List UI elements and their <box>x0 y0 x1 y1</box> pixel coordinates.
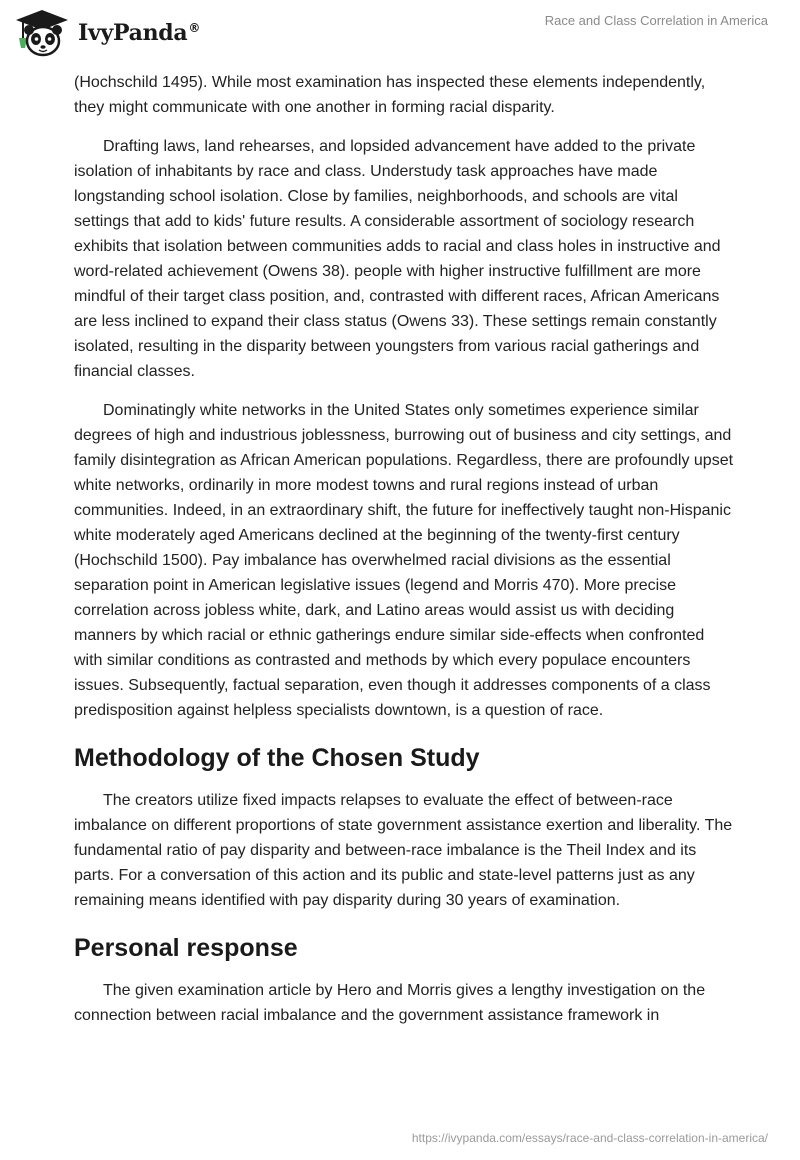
brand-name: IvyPanda® <box>78 20 201 46</box>
paragraph: The creators utilize fixed impacts relapses to evaluate the effect of between-race imbalance on different proportions of state government assistance exertion and liberality. The fundamental ratio of pay disparity and between-race imbalance is the Theil Index and its parts. For a conversation of this action and its public and state-level patterns just as any remaining means identified with pay disparity during 30 years of examination. <box>74 792 733 909</box>
page-header <box>0 0 800 62</box>
panda-graduate-icon <box>14 8 70 58</box>
paragraph: Drafting laws, land rehearses, and lopsided advancement have added to the private isolation of inhabitants by race and class. Understudy task approaches have made longstanding school isolation. Close by families, neighborhoods, and schools are vital settings that add to kids' future results. A considerable assortment of sociology research exhibits that isolation between communities adds to racial and class holes in instructive and word-related achievement (Owens 38). people with higher instructive fulfillment are more mindful of their target class position, and, contrasted with different races, African Americans are less inclined to expand their class status (Owens 33). These settings remain constantly isolated, resulting in the disparity between youngsters from various racial gatherings and financial classes. <box>74 138 721 380</box>
section-heading-personal-response: Personal response <box>74 934 298 962</box>
section-heading-methodology: Methodology of the Chosen Study <box>74 744 480 772</box>
source-url[interactable]: https://ivypanda.com/essays/race-and-class-correlation-in-america/ <box>411 1131 768 1145</box>
article-body <box>74 70 734 1042</box>
paragraph: (Hochschild 1495). While most examination has inspected these elements independently, they might communicate with one another in forming racial disparity. <box>74 74 706 116</box>
paragraph: The given examination article by Hero and Morris gives a lengthy investigation on the connection between racial imbalance and the government assistance framework in <box>74 982 706 1024</box>
document-title: Race and Class Correlation in America <box>544 13 768 28</box>
brand-logo[interactable] <box>14 8 200 58</box>
paragraph: Dominatingly white networks in the United States only sometimes experience similar degrees of high and industrious joblessness, burrowing out of business and city settings, and family disintegration as African American populations. Regardless, there are profoundly upset white networks, ordinarily in more modest towns and rural regions instead of urban communities. Indeed, in an extraordinary shift, the future for ineffectively taught non-Hispanic white moderately aged Americans declined at the beginning of the twenty-first century (Hochschild 1500). Pay imbalance has overwhelmed racial divisions as the essential separation point in American legislative issues (legend and Morris 470). More precise correlation across jobless white, dark, and Latino areas would assist us with deciding manners by which racial or ethnic gatherings endure similar side-effects when confronted with similar conditions as contrasted and methods by which every populace encounters issues. Subsequently, factual separation, even though it addresses components of a class predisposition against helpless specialists downtown, is a question of race. <box>74 402 734 719</box>
